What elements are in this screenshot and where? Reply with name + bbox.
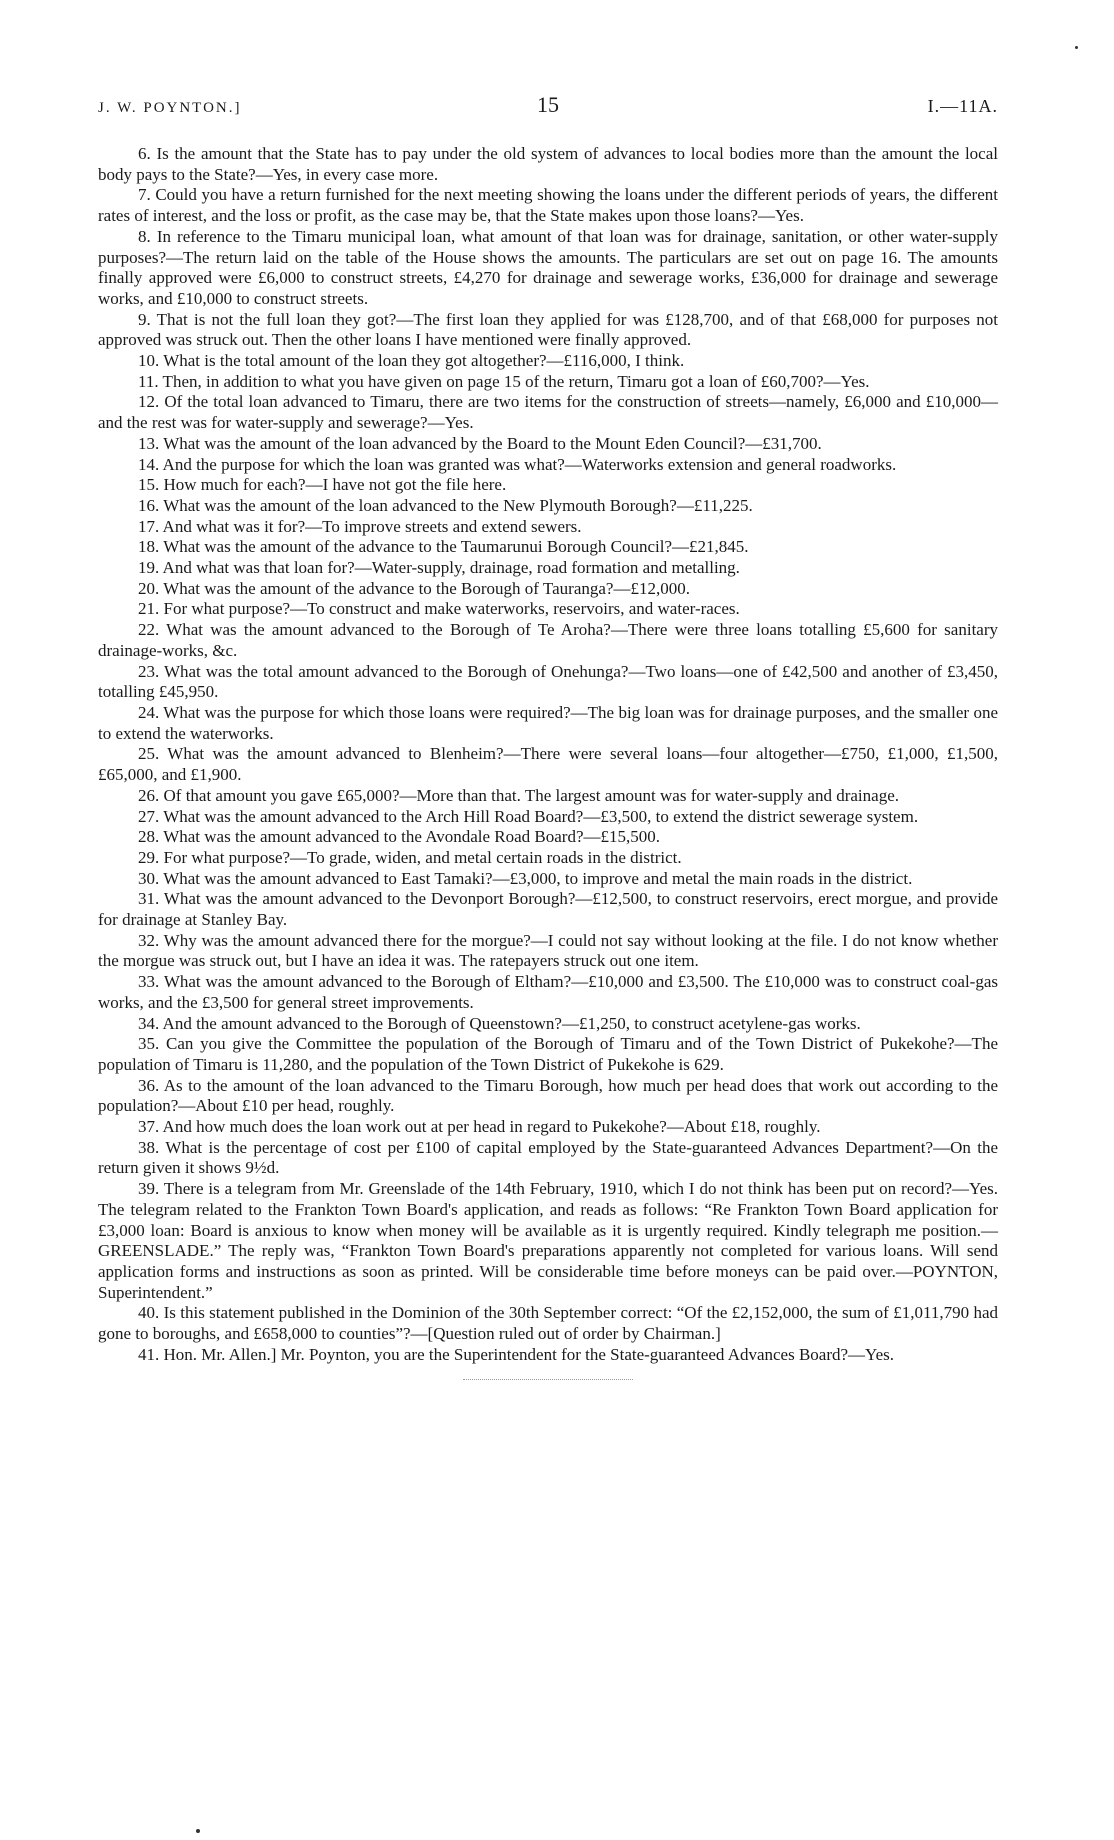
question-37: 37. And how much does the loan work out at per head in regard to Pukekohe?—About £18, roughly. <box>138 1117 821 1137</box>
question-16: 16. What was the amount of the loan advanced to the New Plymouth Borough?—£11,225. <box>138 495 753 515</box>
question-6: 6. Is the amount that the State has to pay under the old system of advances to local bodies more than the amount the local body pays to the State?—Yes, in every case more. <box>98 144 998 184</box>
question-29: 29. For what purpose?—To grade, widen, and metal certain roads in the district. <box>138 847 682 867</box>
question-30: 30. What was the amount advanced to East Tamaki?—£3,000, to improve and metal the main roads in the district. <box>138 868 913 888</box>
question-31: 31. What was the amount advanced to the Devonport Borough?—£12,500, to construct reservoirs, erect morgue, and provide for drainage at Stanley Bay. <box>98 889 998 930</box>
question-15: 15. How much for each?—I have not got the file here. <box>138 475 507 495</box>
question-23: 23. What was the total amount advanced to the Borough of Onehunga?—Two loans—one of £42,500 and another of £3,450, totalling £45,950. <box>98 661 998 702</box>
scan-speck-top-right <box>1075 46 1078 49</box>
page-header <box>98 92 998 132</box>
question-12: 12. Of the total loan advanced to Timaru, there are two items for the construction of streets—namely, £6,000 and £10,000—and the rest was for water-supply and sewerage?—Yes. <box>98 392 998 433</box>
question-38: 38. What is the percentage of cost per £100 of capital employed by the State-guaranteed Advances Department?—On the return given it shows 9½d. <box>98 1137 998 1178</box>
question-8: 8. In reference to the Timaru municipal loan, what amount of that loan was for drainage, sanitation, or other water-supply purposes?—The return laid on the table of the House shows the amounts. The particulars are set out on page 16. The amounts finally approved were £6,000 to construct streets, £4,270 for drainage and sewerage works, £36,000 for drainage and sewerage works, and £10,000 to construct streets. <box>98 226 998 308</box>
closing-divider <box>463 1379 633 1380</box>
question-9: 9. That is not the full loan they got?—The first loan they applied for was £128,700, and of that £68,000 for purposes not approved was struck out. Then the other loans I have mentioned were finally approved. <box>98 309 998 350</box>
question-32: 32. Why was the amount advanced there for the morgue?—I could not say without looking at the file. I do not know whether the morgue was struck out, but I have an idea it was. The ratepayers struck out one item. <box>98 930 998 971</box>
testimony-body <box>98 144 998 1365</box>
witness-name-header: J. W. POYNTON.] <box>98 100 242 116</box>
question-36: 36. As to the amount of the loan advanced to the Timaru Borough, how much per head does that work out according to the population?—About £10 per head, roughly. <box>98 1075 998 1116</box>
document-page <box>98 92 998 1380</box>
scan-speck-bottom-left <box>196 1829 200 1833</box>
question-27: 27. What was the amount advanced to the Arch Hill Road Board?—£3,500, to extend the district sewerage system. <box>138 806 919 826</box>
question-24: 24. What was the purpose for which those loans were required?—The big loan was for drainage purposes, and the smaller one to extend the waterworks. <box>98 702 998 743</box>
question-13: 13. What was the amount of the loan advanced by the Board to the Mount Eden Council?—£31,700. <box>138 433 822 453</box>
question-40: 40. Is this statement published in the Dominion of the 30th September correct: “Of the £2,152,000, the sum of £1,011,790 had gone to boroughs, and £658,000 to counties”?—[Question ruled out of order by Chairman.] <box>98 1303 998 1344</box>
paper-reference: I.—11A. <box>927 96 998 116</box>
question-11: 11. Then, in addition to what you have given on page 15 of the return, Timaru got a loan of £60,700?—Yes. <box>138 371 870 391</box>
question-22: 22. What was the amount advanced to the Borough of Te Aroha?—There were three loans totalling £5,600 for sanitary drainage-works, &c. <box>98 620 998 660</box>
question-39: 39. There is a telegram from Mr. Greenslade of the 14th February, 1910, which I do not think has been put on record?—Yes. The telegram related to the Frankton Town Board's application, and reads as follows: “Re Frankton Town Board application for £3,000 loan: Board is anxious to know when money will be available as it is urgently required. Kindly telegraph me position.—GREENSLADE.” The reply was, “Frankton Town Board's preparations apparently not completed for various loans. Will send application forms and instructions as soon as printed. Will be considerable time before moneys can be paid over.—POYNTON, Superintendent.” <box>98 1179 998 1302</box>
question-33: 33. What was the amount advanced to the Borough of Eltham?—£10,000 and £3,500. The £10,000 was to construct coal-gas works, and the £3,500 for general street improvements. <box>98 972 998 1012</box>
question-19: 19. And what was that loan for?—Water-supply, drainage, road formation and metalling. <box>138 558 740 578</box>
question-18: 18. What was the amount of the advance to the Taumarunui Borough Council?—£21,845. <box>138 537 749 557</box>
page-number: 15 <box>537 92 559 117</box>
question-26: 26. Of that amount you gave £65,000?—More than that. The largest amount was for water-supply and drainage. <box>138 785 899 805</box>
question-35: 35. Can you give the Committee the population of the Borough of Timaru and of the Town District of Pukekohe?—The population of Timaru is 11,280, and the population of the Town District of Pukekohe is 629. <box>98 1034 998 1074</box>
question-7: 7. Could you have a return furnished for the next meeting showing the loans under the different periods of years, the different rates of interest, and the loss or profit, as the case may be, that the State makes upon those loans?—Yes. <box>98 185 998 226</box>
question-20: 20. What was the amount of the advance to the Borough of Tauranga?—£12,000. <box>138 578 690 598</box>
question-14: 14. And the purpose for which the loan was granted was what?—Waterworks extension and general roadworks. <box>138 454 897 474</box>
question-21: 21. For what purpose?—To construct and make waterworks, reservoirs, and water-races. <box>138 599 740 619</box>
question-10: 10. What is the total amount of the loan they got altogether?—£116,000, I think. <box>138 351 685 371</box>
question-34: 34. And the amount advanced to the Borough of Queenstown?—£1,250, to construct acetylene-gas works. <box>138 1013 861 1033</box>
question-17: 17. And what was it for?—To improve streets and extend sewers. <box>138 516 582 536</box>
question-28: 28. What was the amount advanced to the Avondale Road Board?—£15,500. <box>138 827 660 847</box>
question-25: 25. What was the amount advanced to Blenheim?—There were several loans—four altogether—£750, £1,000, £1,500, £65,000, and £1,900. <box>98 744 998 785</box>
question-41: 41. Hon. Mr. Allen.] Mr. Poynton, you are the Superintendent for the State-guaranteed Advances Board?—Yes. <box>138 1344 895 1364</box>
